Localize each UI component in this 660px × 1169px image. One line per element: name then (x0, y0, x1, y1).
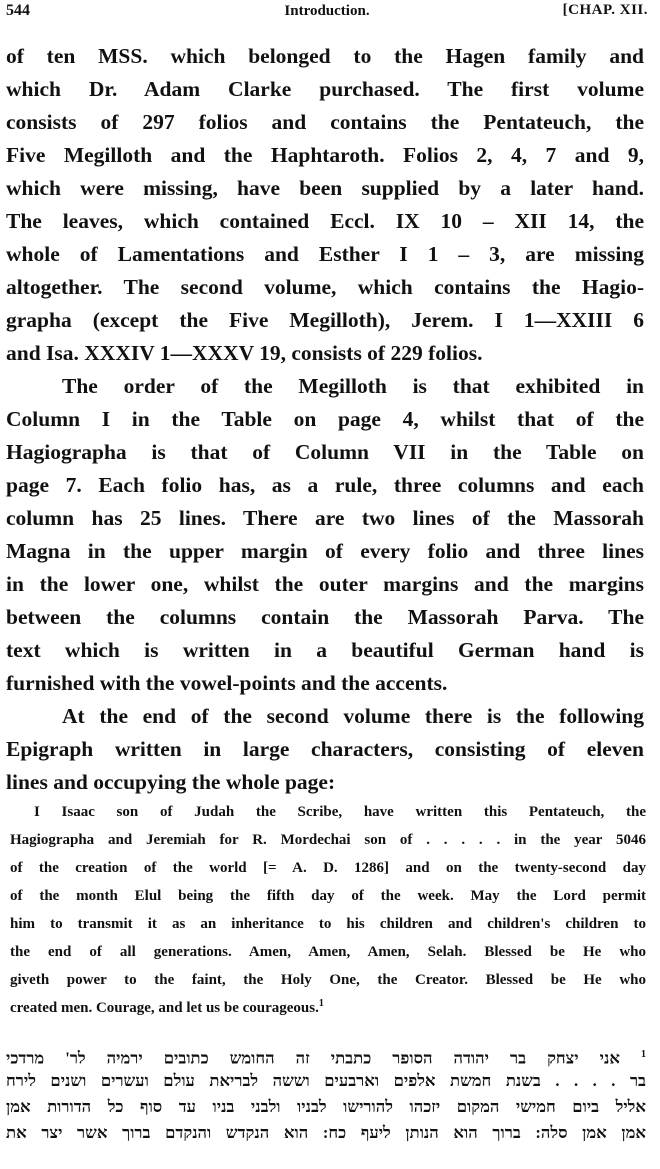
text-line: grapha (except the Five Megilloth), Jerem. I 1—XXIII 6 (6, 308, 644, 332)
text-line: Column I in the Table on page 4, whilst that of the (6, 407, 644, 431)
paragraph-3 (6, 700, 644, 799)
footnote-line: אמן אמן סלה: ברוך הוא הנותן ליעף כח: הוא הנקדש והנקדם ברוך אשר יצר את (6, 1123, 646, 1142)
text-line: which Dr. Adam Clarke purchased. The first volume (6, 77, 644, 101)
text-line: of ten MSS. which belonged to the Hagen family and (6, 44, 644, 68)
chapter-label: [CHAP. XII. (562, 2, 648, 18)
text-line: The leaves, which contained Eccl. IX 10 – XII 14, the (6, 209, 644, 233)
quote-line: Hagiographa and Jeremiah for R. Mordechai son of . . . . . in the year 5046 (10, 832, 646, 848)
text-line: between the columns contain the Massorah Parva. The (6, 605, 644, 629)
text-line: The order of the Megilloth is that exhibited in (62, 374, 644, 398)
quote-line: him to transmit it as an inheritance to his children and children's children to (10, 916, 646, 932)
footnote-line (6, 1042, 646, 1068)
text-line: furnished with the vowel-points and the accents. (6, 671, 448, 695)
quote-line: the end of all generations. Amen, Amen, Amen, Selah. Blessed be He who (10, 944, 646, 960)
text-line: page 7. Each folio has, as a rule, three columns and each (6, 473, 644, 497)
paragraph-2 (6, 370, 644, 700)
footnote-line: בר . . . . בשנת חמשת אלפים וארבעים וששה לבריאת עולם ועשרים ושנים לירח (6, 1071, 646, 1090)
footnote-line-text: אני יצחק בר יהודה הסופר כתבתי זה החומש כתובים ירמיה לר' מרדכי (6, 1048, 620, 1068)
text-line: which were missing, have been supplied by a later hand. (6, 176, 644, 200)
text-line: text which is written in a beautiful German hand is (6, 638, 644, 662)
text-line: and Isa. XXXIV 1—XXXV 19, consists of 229 folios. (6, 341, 483, 365)
hebrew-footnote (6, 1042, 646, 1146)
quote-line: of the month Elul being the fifth day of the week. May the Lord permit (10, 888, 646, 904)
text-line: Epigraph written in large characters, consisting of eleven (6, 737, 644, 761)
text-line: Magna in the upper margin of every folio and three lines (6, 539, 644, 563)
paragraph-1 (6, 40, 644, 370)
text-line: column has 25 lines. There are two lines of the Massorah (6, 506, 644, 530)
text-line: altogether. The second volume, which contains the Hagio- (6, 275, 644, 299)
quote-line: of the creation of the world [= A. D. 1286] and on the twenty-second day (10, 860, 646, 876)
epigraph-translation (10, 798, 646, 1022)
text-line: in the lower one, whilst the outer margins and the margins (6, 572, 644, 596)
text-line: Hagiographa is that of Column VII in the Table on (6, 440, 644, 464)
running-title: Introduction. (284, 3, 370, 19)
quote-line-text: created men. Courage, and let us be courageous. (10, 1000, 319, 1016)
quote-line: I Isaac son of Judah the Scribe, have written this Pentateuch, the (34, 804, 646, 820)
text-line: Five Megilloth and the Haphtaroth. Folios 2, 4, 7 and 9, (6, 143, 644, 167)
footnote-reference: 1 (318, 998, 324, 1009)
quote-line-last (10, 994, 646, 1022)
footnote-line: אליל ביום חמישי המקום יזכהו להורישו לבניו ולבני בניו עד סוף כל הדורות אמן (6, 1097, 646, 1116)
running-header (6, 2, 648, 24)
text-line: consists of 297 folios and contains the Pentateuch, the (6, 110, 644, 134)
text-line: lines and occupying the whole page: (6, 770, 336, 794)
text-line: whole of Lamentations and Esther I 1 – 3, are missing (6, 242, 644, 266)
text-line: At the end of the second volume there is the following (62, 704, 644, 728)
quote-line: giveth power to the faint, the Holy One, the Creator. Blessed be He who (10, 972, 646, 988)
page-number: 544 (6, 2, 30, 19)
footnote-marker: 1 (641, 1049, 646, 1060)
